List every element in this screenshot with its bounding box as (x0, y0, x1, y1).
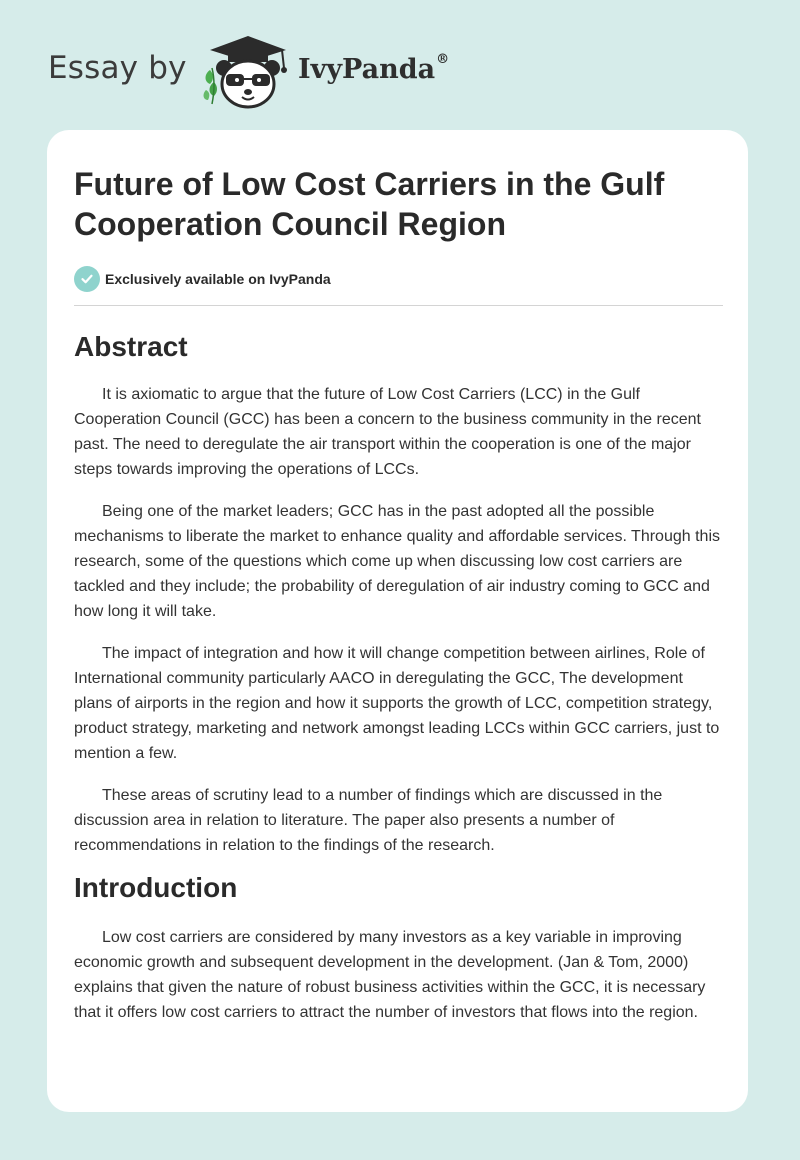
essay-by-label: Essay by (48, 50, 187, 86)
site-header (48, 30, 508, 110)
paragraph: The impact of integration and how it will change competition between airlines, Role of International community particularly AACO in deregulating the GCC, The development plans of airports in the region and how it supports the growth of LCC, competition strategy, product strategy, marketing and network amongst leading LCCs within GCC carriers, just to mention a few. (74, 645, 720, 762)
registered-mark: ® (436, 52, 450, 67)
exclusive-notice (74, 266, 721, 292)
brand-name[interactable]: IvyPanda® (298, 52, 450, 85)
paragraph: It is axiomatic to argue that the future of Low Cost Carriers (LCC) in the Gulf Cooperation Council (GCC) has been a concern to the business community in the recent past. The need to deregulate the air transport within the cooperation is one of the major steps towards improving the operations of LCCs. (74, 386, 701, 478)
paragraph: These areas of scrutiny lead to a number of findings which are discussed in the discussion area in relation to literature. The paper also presents a number of recommendations in relation to the findings of the research. (74, 787, 663, 854)
section-heading-introduction: Introduction (74, 872, 238, 903)
paragraph: Low cost carriers are considered by many investors as a key variable in improving economic growth and subsequent development in the development. (Jan & Tom, 2000) explains that given the nature of robust business activities within the GCC, it is necessary that it offers low cost carriers to attract the number of investors that flows into the region. (74, 929, 706, 1021)
divider (74, 305, 723, 306)
exclusive-label: Exclusively available on IvyPanda (105, 271, 331, 287)
essay-card (47, 130, 748, 1112)
page-title: Future of Low Cost Carriers in the Gulf Cooperation Council Region (74, 166, 665, 242)
panda-logo-icon[interactable] (200, 34, 296, 110)
paragraph: Being one of the market leaders; GCC has in the past adopted all the possible mechanisms to liberate the market to enhance quality and affordable services. Through this research, some of the questions which come up when discussing low cost carriers are tackled and they include; the probability of deregulation of air industry coming to GCC and how long it will take. (74, 503, 720, 620)
section-heading-abstract: Abstract (74, 331, 188, 362)
check-icon (74, 266, 100, 292)
